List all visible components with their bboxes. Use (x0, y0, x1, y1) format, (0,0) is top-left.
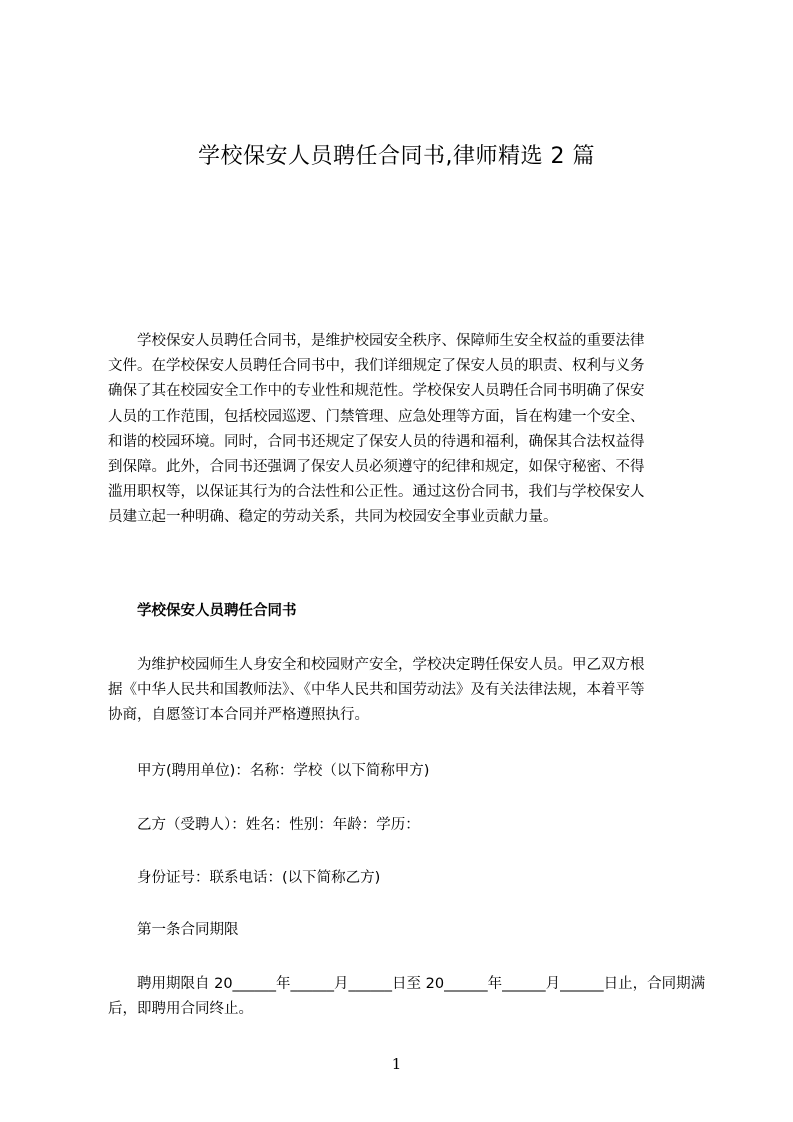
preamble-line: 据《中华人民共和国教师法》、《中华人民共和国劳动法》及有关法律法规，本着平等 (108, 682, 645, 699)
intro-line: 文件。在学校保安人员聘任合同书中，我们详细规定了保安人员的职责、权利与义务 (108, 358, 645, 375)
party-a-line: 甲方(聘用单位)：名称：学校（以下简称甲方) (137, 763, 430, 779)
intro-line: 员建立起一种明确、稳定的劳动关系，共同为校园安全事业贡献力量。 (108, 509, 558, 526)
section-heading: 学校保安人员聘任合同书 (137, 603, 297, 619)
intro-paragraph (108, 329, 708, 531)
id-contact-line: 身份证号：联系电话：(以下简称乙方) (137, 870, 381, 886)
party-b-line: 乙方（受聘人）：姓名：性别：年龄：学历： (137, 817, 420, 833)
article-1-heading: 第一条合同期限 (137, 922, 239, 938)
preamble-paragraph (108, 653, 708, 729)
page-number: 1 (391, 1055, 402, 1073)
intro-line: 人员的工作范围，包括校园巡逻、门禁管理、应急处理等方面，旨在构建一个安全、 (108, 408, 645, 425)
article-1-line: 聘用期限自 20______年______月______日至 20______年______月______日止，合同期满 (108, 976, 706, 992)
intro-line: 确保了其在校园安全工作中的专业性和规范性。学校保安人员聘任合同书明确了保安 (108, 383, 645, 400)
article-1-paragraph (108, 972, 708, 1022)
document-title: 学校保安人员聘任合同书,律师精选 2 篇 (198, 144, 595, 169)
intro-line: 和谐的校园环境。同时，合同书还规定了保安人员的待遇和福利，确保其合法权益得 (108, 433, 645, 450)
intro-line: 滥用职权等，以保证其行为的合法性和公正性。通过这份合同书，我们与学校保安人 (108, 484, 645, 501)
preamble-line: 协商，自愿签订本合同并严格遵照执行。 (108, 707, 369, 724)
intro-line: 到保障。此外，合同书还强调了保安人员必须遵守的纪律和规定，如保守秘密、不得 (108, 459, 645, 476)
preamble-line: 为维护校园师生人身安全和校园财产安全，学校决定聘任保安人员。甲乙双方根 (108, 657, 645, 673)
article-1-line: 后，即聘用合同终止。 (108, 1001, 253, 1018)
intro-line: 学校保安人员聘任合同书，是维护校园安全秩序、保障师生安全权益的重要法律 (108, 333, 645, 349)
